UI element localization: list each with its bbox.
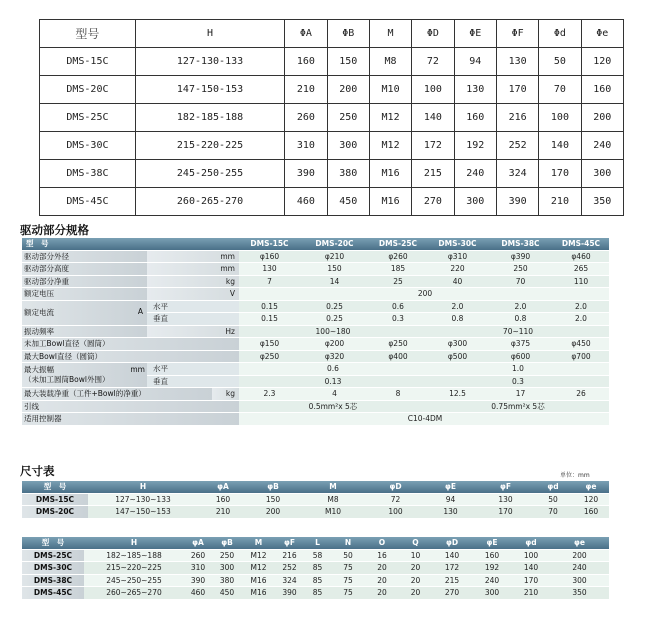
row-unit: V	[147, 288, 239, 301]
row-unit: kg	[212, 388, 239, 401]
value-cell: 390	[275, 587, 304, 600]
value-cell: φ500	[425, 350, 488, 363]
wire-row	[22, 400, 609, 413]
header-cell: H	[88, 481, 198, 493]
current-h-row	[22, 300, 609, 313]
header-cell: 型 号	[22, 481, 88, 493]
value-cell: 172	[412, 132, 454, 160]
value-cell: 0.25	[298, 313, 369, 326]
value-cell: 140	[432, 549, 472, 562]
table-row	[40, 188, 624, 216]
table-row	[40, 48, 624, 76]
value-cell: φ310	[425, 250, 488, 263]
value-cell: φ460	[551, 250, 609, 263]
value-cell: φ160	[239, 250, 298, 263]
row-unit: Hz	[147, 325, 239, 338]
value-cell: 215	[432, 574, 472, 587]
value-cell: 260	[285, 104, 327, 132]
value-cell: 0.13	[239, 375, 425, 388]
value-cell: 170	[539, 160, 581, 188]
value-cell: 40	[425, 275, 488, 288]
value-cell: 0.8	[488, 313, 551, 326]
row-label: 未加工Bowl直径（圆筒）	[22, 338, 239, 351]
model-cell: DMS-45C	[551, 238, 609, 250]
value-cell: 252	[496, 132, 538, 160]
header-cell: φB	[248, 481, 298, 493]
value-cell: 160	[472, 549, 512, 562]
value-cell: 20	[365, 562, 399, 575]
value-cell: φ210	[298, 250, 369, 263]
model-cell: DMS-45C	[40, 188, 136, 216]
header-cell: H	[135, 20, 284, 48]
header-cell: φE	[423, 481, 478, 493]
amp-label-2: （未加工圆筒Bowl外围）	[24, 375, 110, 384]
value-cell: 160	[581, 76, 623, 104]
table-row	[22, 549, 609, 562]
value-cell: 160	[285, 48, 327, 76]
value-cell: 8	[369, 388, 425, 401]
value-cell: 260~265~270	[84, 587, 184, 600]
value-cell: 72	[412, 48, 454, 76]
header-cell: ΦA	[285, 20, 327, 48]
value-cell: 215~220~225	[84, 562, 184, 575]
value-cell: 130	[478, 493, 533, 506]
row-label: 额定电压	[22, 288, 147, 301]
value-cell: 7	[239, 275, 298, 288]
value-cell: 210	[285, 76, 327, 104]
sub-label: 水平	[147, 300, 239, 313]
weight-row	[22, 275, 609, 288]
value-cell: 270	[432, 587, 472, 600]
value-cell: 26	[551, 388, 609, 401]
drive-header-row	[22, 238, 609, 250]
model-cell: DMS-30C	[40, 132, 136, 160]
dimension-header-row	[22, 537, 609, 549]
value-cell: 2.3	[239, 388, 298, 401]
value-cell: 260	[184, 549, 212, 562]
amp-h-row	[22, 363, 609, 376]
value-cell: 10	[399, 549, 432, 562]
value-cell: 100	[412, 76, 454, 104]
value-cell: 150	[248, 493, 298, 506]
current-unit: A	[137, 307, 143, 316]
value-cell: 215	[412, 160, 454, 188]
value-cell: 350	[581, 188, 623, 216]
model-cell: DMS-20C	[22, 506, 88, 519]
row-label: 振动频率	[22, 325, 147, 338]
value-cell: M12	[242, 562, 275, 575]
value-cell: 240	[472, 574, 512, 587]
model-cell: DMS-38C	[40, 160, 136, 188]
value-cell: 75	[331, 587, 365, 600]
value-cell: 70	[533, 506, 573, 519]
value-cell: 130	[454, 76, 496, 104]
value-cell: 216	[275, 549, 304, 562]
header-cell: φB	[212, 537, 242, 549]
value-cell: φ600	[488, 350, 551, 363]
model-cell: DMS-20C	[40, 76, 136, 104]
value-cell: 300	[454, 188, 496, 216]
model-cell: DMS-20C	[298, 238, 369, 250]
value-cell: 390	[184, 574, 212, 587]
header-cell: φe	[550, 537, 609, 549]
value-cell: M8	[298, 493, 368, 506]
row-unit: kg	[147, 275, 239, 288]
table-row	[22, 493, 609, 506]
value-cell: 50	[533, 493, 573, 506]
value-cell: φ390	[488, 250, 551, 263]
value-cell: 94	[423, 493, 478, 506]
value-cell: 85	[304, 562, 331, 575]
value-cell: 160	[198, 493, 248, 506]
value-cell: 250	[212, 549, 242, 562]
value-cell: 300	[472, 587, 512, 600]
value-cell: φ300	[425, 338, 488, 351]
sub-label: 垂直	[147, 375, 239, 388]
value-cell: 160	[454, 104, 496, 132]
model-cell: DMS-45C	[22, 587, 84, 600]
row-unit: mm	[147, 263, 239, 276]
value-cell: M16	[369, 188, 411, 216]
value-cell: 0.3	[369, 313, 425, 326]
value-cell: 130	[239, 263, 298, 276]
value-cell: 390	[496, 188, 538, 216]
value-cell: 72	[368, 493, 423, 506]
value-cell: 245-250-255	[135, 160, 284, 188]
value-cell: 75	[331, 562, 365, 575]
value-cell: M12	[369, 104, 411, 132]
value-cell: 0.75mm²x 5芯	[425, 400, 609, 413]
row-label: 驱动部分高度	[22, 263, 147, 276]
value-cell: 0.15	[239, 313, 298, 326]
row-label: 驱动部分外径	[22, 250, 147, 263]
value-cell: 170	[512, 574, 550, 587]
header-cell: ΦD	[412, 20, 454, 48]
value-cell: 450	[212, 587, 242, 600]
value-cell: 130	[423, 506, 478, 519]
table-row	[22, 587, 609, 600]
value-cell: 200	[581, 104, 623, 132]
header-cell: ΦE	[454, 20, 496, 48]
value-cell: 172	[432, 562, 472, 575]
value-cell: 140	[512, 562, 550, 575]
value-cell: 240	[581, 132, 623, 160]
model-label: 型 号	[22, 238, 239, 250]
value-cell: 2.0	[551, 313, 609, 326]
value-cell: 390	[285, 160, 327, 188]
value-cell: 200	[550, 549, 609, 562]
value-cell: 324	[496, 160, 538, 188]
header-cell: ΦB	[327, 20, 369, 48]
value-cell: 2.0	[551, 300, 609, 313]
value-cell: M12	[242, 549, 275, 562]
value-cell: 160	[573, 506, 609, 519]
value-cell: 0.25	[298, 300, 369, 313]
value-cell: M16	[242, 574, 275, 587]
current-label: 额定电流	[24, 308, 54, 317]
model-cell: DMS-30C	[425, 238, 488, 250]
value-cell: 460	[184, 587, 212, 600]
value-cell: 380	[327, 160, 369, 188]
value-cell: M10	[369, 76, 411, 104]
header-cell: φE	[472, 537, 512, 549]
value-cell: 50	[539, 48, 581, 76]
value-cell: 127~130~133	[88, 493, 198, 506]
bowl-tube-row	[22, 338, 609, 351]
value-cell: 14	[298, 275, 369, 288]
value-cell: 0.15	[239, 300, 298, 313]
value-cell: 0.3	[425, 375, 609, 388]
value-cell: φ700	[551, 350, 609, 363]
value-cell: 460	[285, 188, 327, 216]
load-row	[22, 388, 609, 401]
value-cell: 310	[184, 562, 212, 575]
value-cell: 2.0	[425, 300, 488, 313]
controller-row	[22, 413, 609, 426]
value-cell: 350	[550, 587, 609, 600]
value-cell: C10-4DM	[239, 413, 609, 426]
dimension-header-row	[22, 481, 609, 493]
value-cell: 240	[550, 562, 609, 575]
header-cell: 型 号	[22, 537, 84, 549]
value-cell: 2.0	[488, 300, 551, 313]
header-cell: M	[298, 481, 368, 493]
value-cell: φ250	[369, 338, 425, 351]
row-label	[22, 363, 147, 388]
value-cell: 70~110	[425, 325, 609, 338]
table-row	[22, 574, 609, 587]
header-cell: H	[84, 537, 184, 549]
sub-label: 水平	[147, 363, 239, 376]
value-cell: 20	[399, 574, 432, 587]
value-cell: 185	[369, 263, 425, 276]
value-cell: 140	[539, 132, 581, 160]
value-cell: 252	[275, 562, 304, 575]
voltage-row	[22, 288, 609, 301]
value-cell: 450	[327, 188, 369, 216]
sub-label: 垂直	[147, 313, 239, 326]
value-cell: 216	[496, 104, 538, 132]
header-cell: Q	[399, 537, 432, 549]
value-cell: 200	[239, 288, 609, 301]
model-cell: DMS-38C	[22, 574, 84, 587]
value-cell: 220	[425, 263, 488, 276]
drive-spec-title: 驱动部分规格	[20, 223, 89, 237]
amp-unit: mm	[130, 365, 145, 374]
value-cell: M8	[369, 48, 411, 76]
value-cell: M16	[242, 587, 275, 600]
height-row	[22, 263, 609, 276]
model-cell: DMS-38C	[488, 238, 551, 250]
header-cell: Φe	[581, 20, 623, 48]
value-cell: 100	[512, 549, 550, 562]
header-cell: 型号	[40, 20, 136, 48]
header-cell: M	[242, 537, 275, 549]
outer-dia-row	[22, 250, 609, 263]
value-cell: 120	[573, 493, 609, 506]
table-row	[40, 160, 624, 188]
value-cell: 192	[454, 132, 496, 160]
value-cell: 210	[512, 587, 550, 600]
value-cell: φ320	[298, 350, 369, 363]
row-unit: mm	[147, 250, 239, 263]
value-cell: 20	[365, 587, 399, 600]
value-cell: φ450	[551, 338, 609, 351]
value-cell: 324	[275, 574, 304, 587]
header-cell: φD	[368, 481, 423, 493]
model-dimension-table	[39, 19, 624, 216]
value-cell: 70	[488, 275, 551, 288]
value-cell: 100	[539, 104, 581, 132]
row-label: 引线	[22, 400, 239, 413]
value-cell: 0.8	[425, 313, 488, 326]
bowl-max-row	[22, 350, 609, 363]
value-cell: 0.6	[369, 300, 425, 313]
table-row	[22, 506, 609, 519]
value-cell: M16	[369, 160, 411, 188]
value-cell: 300	[581, 160, 623, 188]
header-cell: φA	[184, 537, 212, 549]
model-cell: DMS-25C	[22, 549, 84, 562]
table-header-row	[40, 20, 624, 48]
value-cell: 127-130-133	[135, 48, 284, 76]
value-cell: 150	[327, 48, 369, 76]
value-cell: 265	[551, 263, 609, 276]
value-cell: 380	[212, 574, 242, 587]
table-row	[40, 132, 624, 160]
amp-label: 最大振幅	[24, 365, 54, 374]
value-cell: 215-220-225	[135, 132, 284, 160]
value-cell: φ260	[369, 250, 425, 263]
header-cell: φF	[275, 537, 304, 549]
value-cell: 12.5	[425, 388, 488, 401]
value-cell: 147~150~153	[88, 506, 198, 519]
value-cell: φ250	[239, 350, 298, 363]
value-cell: 300	[550, 574, 609, 587]
value-cell: 100~180	[239, 325, 425, 338]
drive-spec-table	[22, 238, 609, 426]
table-row	[22, 562, 609, 575]
value-cell: 16	[365, 549, 399, 562]
value-cell: 17	[488, 388, 551, 401]
value-cell: 270	[412, 188, 454, 216]
dimension-table-2	[22, 537, 609, 600]
value-cell: M10	[298, 506, 368, 519]
value-cell: 20	[399, 587, 432, 600]
value-cell: 260-265-270	[135, 188, 284, 216]
unit-note: 单位：mm	[560, 472, 590, 479]
value-cell: 100	[368, 506, 423, 519]
value-cell: 58	[304, 549, 331, 562]
value-cell: φ200	[298, 338, 369, 351]
value-cell: 170	[478, 506, 533, 519]
model-cell: DMS-25C	[369, 238, 425, 250]
value-cell: 182~185~188	[84, 549, 184, 562]
header-cell: φe	[573, 481, 609, 493]
value-cell: 20	[399, 562, 432, 575]
header-cell: M	[369, 20, 411, 48]
value-cell: 140	[412, 104, 454, 132]
value-cell: 147-150-153	[135, 76, 284, 104]
value-cell: 150	[298, 263, 369, 276]
value-cell: 130	[496, 48, 538, 76]
header-cell: φF	[478, 481, 533, 493]
value-cell: 94	[454, 48, 496, 76]
model-cell: DMS-25C	[40, 104, 136, 132]
value-cell: 210	[198, 506, 248, 519]
value-cell: M12	[369, 132, 411, 160]
model-cell: DMS-15C	[239, 238, 298, 250]
header-cell: ΦF	[496, 20, 538, 48]
row-label: 最大装载净重（工件+Bowl的净重）	[22, 388, 212, 401]
value-cell: 200	[327, 76, 369, 104]
row-label: 驱动部分净重	[22, 275, 147, 288]
value-cell: 250	[488, 263, 551, 276]
dimension-title: 尺寸表	[20, 464, 55, 478]
header-cell: φd	[533, 481, 573, 493]
row-label	[22, 300, 147, 325]
header-cell: φd	[512, 537, 550, 549]
value-cell: 240	[454, 160, 496, 188]
model-cell: DMS-15C	[22, 493, 88, 506]
header-cell: O	[365, 537, 399, 549]
header-cell: φA	[198, 481, 248, 493]
value-cell: 120	[581, 48, 623, 76]
value-cell: 250	[327, 104, 369, 132]
value-cell: 20	[365, 574, 399, 587]
value-cell: 245~250~255	[84, 574, 184, 587]
value-cell: 192	[472, 562, 512, 575]
header-cell: L	[304, 537, 331, 549]
value-cell: 0.5mm²x 5芯	[239, 400, 425, 413]
value-cell: 25	[369, 275, 425, 288]
value-cell: 50	[331, 549, 365, 562]
header-cell: N	[331, 537, 365, 549]
value-cell: 200	[248, 506, 298, 519]
value-cell: φ150	[239, 338, 298, 351]
value-cell: 300	[212, 562, 242, 575]
value-cell: 1.0	[425, 363, 609, 376]
value-cell: φ375	[488, 338, 551, 351]
dimension-table-1	[22, 481, 609, 519]
row-label: 最大Bowl直径（圆筒）	[22, 350, 239, 363]
value-cell: 182-185-188	[135, 104, 284, 132]
value-cell: 70	[539, 76, 581, 104]
value-cell: 0.6	[239, 363, 425, 376]
value-cell: 310	[285, 132, 327, 160]
value-cell: 170	[496, 76, 538, 104]
header-cell: φD	[432, 537, 472, 549]
value-cell: 75	[331, 574, 365, 587]
value-cell: 85	[304, 574, 331, 587]
model-cell: DMS-30C	[22, 562, 84, 575]
header-cell: Φd	[539, 20, 581, 48]
table-row	[40, 104, 624, 132]
value-cell: 85	[304, 587, 331, 600]
value-cell: 110	[551, 275, 609, 288]
model-cell: DMS-15C	[40, 48, 136, 76]
value-cell: φ400	[369, 350, 425, 363]
freq-row	[22, 325, 609, 338]
value-cell: 210	[539, 188, 581, 216]
value-cell: 300	[327, 132, 369, 160]
table-row	[40, 76, 624, 104]
row-label: 适用控制器	[22, 413, 239, 426]
value-cell: 4	[298, 388, 369, 401]
